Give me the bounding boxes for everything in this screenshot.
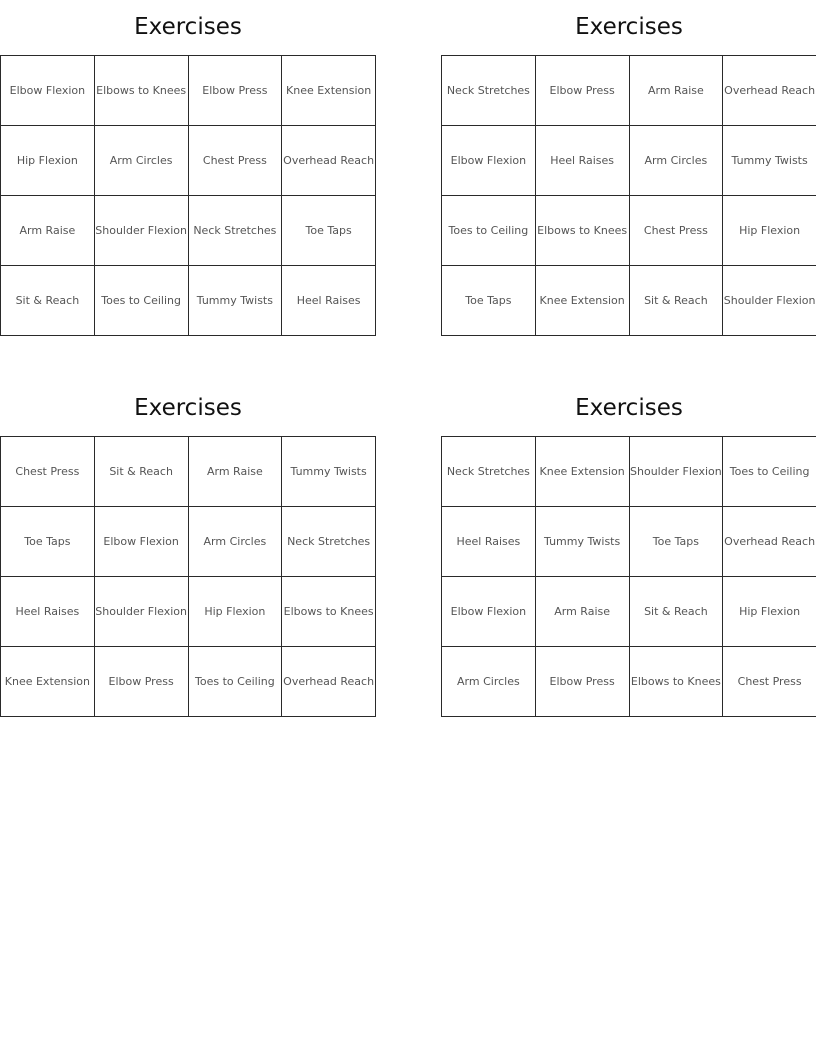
grid-cell: Hip Flexion (188, 577, 282, 647)
grid-cell: Chest Press (188, 126, 282, 196)
grid-cell: Shoulder Flexion (94, 196, 188, 266)
bingo-card (441, 381, 816, 717)
grid-cell: Tummy Twists (723, 126, 816, 196)
grid-cell: Chest Press (1, 437, 95, 507)
grid-cell: Elbow Press (188, 56, 282, 126)
grid-cell: Tummy Twists (282, 437, 376, 507)
grid-cell: Knee Extension (282, 56, 376, 126)
grid-cell: Overhead Reach (723, 56, 816, 126)
bingo-grid (0, 55, 376, 336)
grid-cell: Toe Taps (282, 196, 376, 266)
card-title: Exercises (575, 395, 683, 421)
bingo-card (441, 0, 816, 336)
bingo-grid (0, 436, 376, 717)
grid-cell: Toes to Ceiling (188, 647, 282, 717)
grid-cell: Elbows to Knees (535, 196, 629, 266)
grid-cell: Toe Taps (629, 507, 723, 577)
grid-cell: Chest Press (723, 647, 816, 717)
grid-cell: Neck Stretches (442, 437, 536, 507)
bingo-card (0, 381, 376, 717)
grid-cell: Arm Raise (188, 437, 282, 507)
grid-cell: Hip Flexion (1, 126, 95, 196)
grid-row (442, 126, 816, 196)
grid-cell: Elbow Press (535, 56, 629, 126)
grid-cell: Sit & Reach (94, 437, 188, 507)
card-title: Exercises (134, 395, 242, 421)
grid-row (1, 437, 376, 507)
grid-cell: Toes to Ceiling (94, 266, 188, 336)
grid-cell: Shoulder Flexion (629, 437, 723, 507)
grid-cell: Arm Circles (188, 507, 282, 577)
grid-cell: Heel Raises (535, 126, 629, 196)
grid-row (442, 647, 816, 717)
grid-cell: Overhead Reach (282, 647, 376, 717)
grid-row (442, 577, 816, 647)
grid-cell: Toe Taps (1, 507, 95, 577)
grid-cell: Shoulder Flexion (94, 577, 188, 647)
grid-cell: Elbow Flexion (1, 56, 95, 126)
grid-cell: Arm Raise (1, 196, 95, 266)
grid-cell: Arm Circles (629, 126, 723, 196)
grid-cell: Toes to Ceiling (723, 437, 816, 507)
grid-cell: Heel Raises (1, 577, 95, 647)
grid-cell: Chest Press (629, 196, 723, 266)
grid-cell: Toes to Ceiling (442, 196, 536, 266)
grid-cell: Arm Raise (535, 577, 629, 647)
grid-cell: Sit & Reach (629, 577, 723, 647)
grid-cell: Arm Circles (442, 647, 536, 717)
grid-cell: Neck Stretches (282, 507, 376, 577)
grid-row (442, 196, 816, 266)
grid-cell: Toe Taps (442, 266, 536, 336)
grid-row (442, 437, 816, 507)
grid-cell: Elbow Flexion (94, 507, 188, 577)
grid-row (442, 266, 816, 336)
grid-cell: Tummy Twists (188, 266, 282, 336)
grid-cell: Elbow Press (94, 647, 188, 717)
grid-cell: Arm Circles (94, 126, 188, 196)
bingo-grid (441, 55, 816, 336)
grid-cell: Arm Raise (629, 56, 723, 126)
grid-cell: Hip Flexion (723, 196, 816, 266)
grid-row (1, 266, 376, 336)
grid-row (1, 507, 376, 577)
grid-cell: Neck Stretches (442, 56, 536, 126)
card-title: Exercises (134, 14, 242, 40)
grid-cell: Heel Raises (442, 507, 536, 577)
grid-cell: Elbow Flexion (442, 126, 536, 196)
grid-cell: Elbows to Knees (629, 647, 723, 717)
card-title: Exercises (575, 14, 683, 40)
grid-cell: Sit & Reach (1, 266, 95, 336)
grid-cell: Knee Extension (535, 266, 629, 336)
grid-row (1, 577, 376, 647)
grid-row (1, 196, 376, 266)
grid-cell: Tummy Twists (535, 507, 629, 577)
grid-cell: Sit & Reach (629, 266, 723, 336)
grid-row (442, 56, 816, 126)
grid-cell: Elbow Press (535, 647, 629, 717)
grid-cell: Neck Stretches (188, 196, 282, 266)
grid-cell: Hip Flexion (723, 577, 816, 647)
grid-cell: Elbow Flexion (442, 577, 536, 647)
grid-cell: Elbows to Knees (282, 577, 376, 647)
grid-cell: Heel Raises (282, 266, 376, 336)
grid-cell: Knee Extension (535, 437, 629, 507)
grid-row (1, 126, 376, 196)
bingo-card (0, 0, 376, 336)
grid-cell: Elbows to Knees (94, 56, 188, 126)
grid-row (1, 647, 376, 717)
grid-cell: Overhead Reach (723, 507, 816, 577)
bingo-grid (441, 436, 816, 717)
grid-cell: Shoulder Flexion (723, 266, 816, 336)
grid-cell: Overhead Reach (282, 126, 376, 196)
grid-row (442, 507, 816, 577)
grid-row (1, 56, 376, 126)
grid-cell: Knee Extension (1, 647, 95, 717)
